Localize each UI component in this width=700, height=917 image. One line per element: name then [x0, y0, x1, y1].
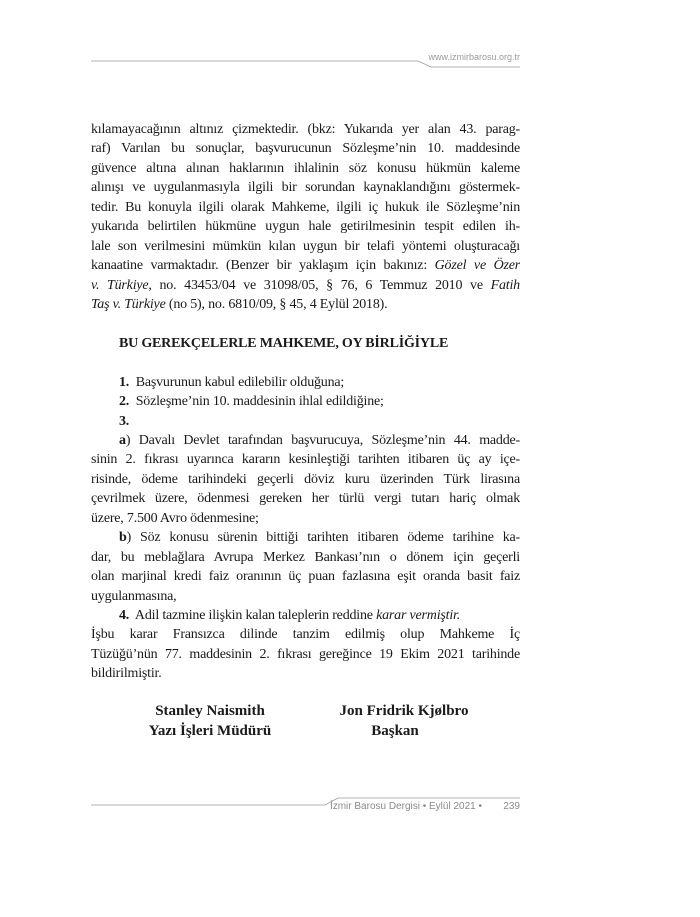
footer-journal: İzmir Barosu Dergisi • Eylül 2021 • — [329, 801, 482, 812]
text-segment: Sözleşme’nin 10. maddesinin ihlal edildiğine; — [129, 394, 384, 410]
text-line — [91, 392, 520, 411]
bold-text: BU GEREKÇELERLE MAHKEME, OY BİRLİĞİYLE — [119, 335, 449, 351]
text-line — [91, 276, 520, 295]
text-segment: ) Davalı Devlet tarafından başvurucuya, Sözleşme’nin 44. madde- — [125, 433, 520, 448]
text-segment: çevrilmek üzere, ödenmesi gereken her türlü vergi tutarı hariç olmak — [91, 491, 520, 507]
text-segment: Başvurunun kabul edilebilir olduğuna; — [129, 374, 345, 390]
text-line — [91, 587, 520, 606]
text-line — [91, 509, 520, 528]
italic-text: v. Türkiye — [91, 277, 149, 293]
text-line — [91, 237, 520, 256]
bold-text: 1. — [119, 374, 130, 390]
italic-text: Fatih — [490, 277, 520, 293]
text-segment: risinde, ödeme tarihindeki geçerli döviz kuru üzerinden Türk lirasına — [91, 471, 520, 487]
text-segment: İşbu karar Fransızca dilinde tanzim edilmiş olup Mahkeme İç — [91, 627, 520, 643]
paragraph-block — [91, 373, 520, 684]
bold-text: b — [119, 530, 127, 546]
text-line — [91, 120, 520, 139]
text-segment: Adil tazmine ilişkin kalan taleplerin reddine — [129, 607, 377, 623]
text-line — [91, 606, 520, 625]
text-segment: (no 5), no. 6810/09, § 45, 4 Eylül 2018). — [165, 296, 388, 312]
document-body — [91, 120, 520, 703]
text-line — [91, 431, 520, 450]
bold-text: 2. — [119, 394, 130, 410]
text-line — [91, 198, 520, 217]
section-heading — [91, 334, 520, 353]
text-segment: ) Söz konusu sürenin bittiği tarihten itibaren ödeme tarihine ka- — [126, 530, 520, 546]
text-segment: yukarıda belirtilen hükmüne uygun hale getirilmesinin tespit edilen ih- — [91, 219, 520, 235]
text-line — [91, 334, 520, 353]
signature-name: Jon Fridrik Kjølbro — [339, 703, 469, 719]
text-line — [91, 470, 520, 489]
text-line — [91, 625, 520, 644]
italic-text: karar vermiştir. — [376, 607, 461, 623]
text-line — [91, 664, 520, 683]
text-line — [91, 159, 520, 178]
text-segment: alınışı ve uygulanmasıyla ilgili bir sorundan kaynaklandığını göstermek- — [91, 180, 520, 196]
text-segment: tedir. Bu konuyla ilgili olarak Mahkeme, ilgili iç hukuk ile Sözleşme’nin — [91, 199, 520, 215]
text-segment: güvence altına alınan haklarının ihlalinin söz konusu hükmün kaleme — [91, 160, 520, 176]
text-line — [91, 548, 520, 567]
text-line — [91, 373, 520, 392]
text-line — [91, 139, 520, 158]
text-segment: uygulanmasına, — [91, 588, 177, 604]
paragraph-block — [91, 120, 520, 314]
text-segment: Tüzüğü’nün 77. maddesinin 2. fıkrası gereğince 19 Ekim 2021 tarihinde — [91, 646, 520, 662]
text-line — [91, 450, 520, 469]
text-line — [91, 295, 520, 314]
signature-title: Yazı İşleri Müdürü — [148, 722, 272, 739]
text-line — [91, 412, 520, 431]
signature-title: Başkan — [371, 722, 419, 739]
page-number: 239 — [503, 801, 520, 812]
text-segment: dar, bu meblağlara Avrupa Merkez Bankası’nın o dönem için geçerli — [91, 549, 520, 565]
text-segment: lale son verilmesini mümkün kılan uygun bir telafi yöntemi oluşturacağı — [91, 238, 520, 254]
bold-text: a — [119, 433, 126, 448]
text-line — [91, 178, 520, 197]
text-line — [91, 256, 520, 275]
header-url: www.izmirbarosu.org.tr — [428, 52, 520, 62]
text-segment: sinin 2. fıkrası uyarınca kararın kesinleştiği tarihten itibaren üç ay içe- — [91, 452, 520, 468]
signature-registrar — [120, 702, 300, 741]
text-line — [91, 217, 520, 236]
text-segment: bildirilmiştir. — [91, 666, 162, 682]
italic-text: Gözel ve Özer — [434, 258, 520, 274]
text-segment: kanaatine varmaktadır. (Benzer bir yaklaşım için bakınız: — [91, 258, 435, 274]
bold-text: 4. — [119, 607, 130, 623]
text-line — [91, 567, 520, 586]
text-line — [91, 645, 520, 664]
text-segment: , no. 43453/04 ve 31098/05, § 76, 6 Temmuz 2010 ve — [148, 277, 491, 293]
text-segment: kılamayacağının altınız çizmektedir. (bkz: Yukarıda yer alan 43. parag- — [91, 122, 520, 137]
text-segment: olan marjinal kredi faiz oranının üç puan fazlasına eşit oranda basit faiz — [91, 569, 520, 585]
signature-name: Stanley Naismith — [155, 703, 265, 719]
text-line — [91, 528, 520, 547]
text-line — [91, 489, 520, 508]
text-segment: raf) Varılan bu sonuçlar, başvurucunun Sözleşme’nin 10. maddesinde — [91, 141, 520, 157]
bold-text: 3. — [119, 413, 130, 429]
text-segment: üzere, 7.500 Avro ödenmesine; — [91, 510, 259, 526]
signature-president — [314, 702, 494, 741]
italic-text: Taş v. Türkiye — [91, 296, 166, 312]
